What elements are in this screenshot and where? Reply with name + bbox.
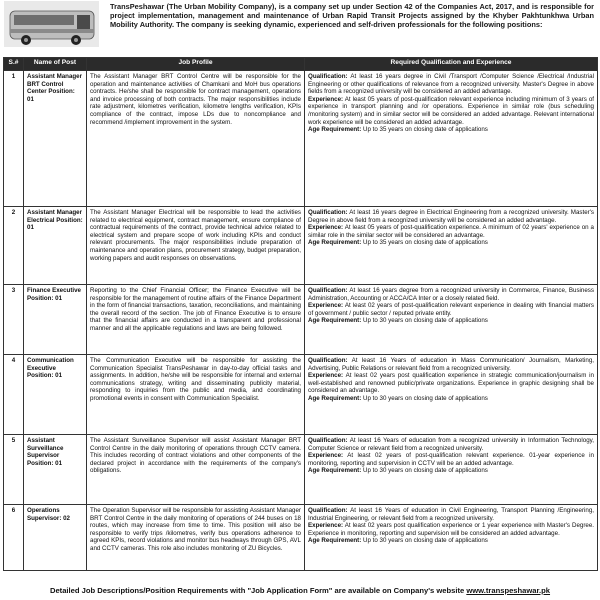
post-name: Assistant Manager Electrical Position: 01	[24, 207, 87, 285]
requirements	[305, 505, 598, 571]
table-row	[4, 207, 598, 285]
age-block	[308, 317, 594, 325]
job-profile: The Assistant Surveillance Supervisor will assist Assistant Manager BRT Control Centre in the daily monitoring of operations through CCTV camera. This includes recording of contract violations and other components of the declared project in accordance with the requirements of the company's obligations.	[87, 435, 305, 505]
qualification-block	[308, 357, 594, 372]
website-link[interactable]: www.transpeshawar.pk	[466, 586, 551, 595]
experience-text: At least 02 years of post-qualification relevant experience. 01-year experience in monitoring, reporting and supervision in CCTV will be an added advantage.	[308, 452, 594, 467]
qualification-block	[308, 73, 594, 96]
experience-block	[308, 522, 594, 537]
age-label: Age Requirement:	[308, 467, 362, 475]
age-text: Up to 35 years on closing date of applications	[363, 126, 488, 134]
job-profile: The Operation Supervisor will be responsible for assisting Assistant Manager BRT Control Centre in the daily monitoring of operations of 244 buses on 18 routes, which may increase from time to time. This position will also be responsible to verify trips /kilometres, verify bus operations adherence to agreed KPIs, record violations and monitor bus headways through GPS, AVL and CCTV cameras. This role also includes monitoring of ZU Bicycles.	[87, 505, 305, 571]
positions-table	[3, 57, 598, 571]
experience-block	[308, 302, 594, 317]
qualification-label: Qualification:	[308, 357, 348, 364]
experience-text: At least 02 years of post-qualification relevant experience in dealing with financial matters of government / public sector / reputed private entity.	[308, 302, 594, 317]
experience-label: Experience:	[308, 452, 344, 460]
experience-block	[308, 372, 594, 395]
age-label: Age Requirement:	[308, 317, 362, 325]
post-name: Assistant Manager BRT Control Center Position: 01	[24, 71, 87, 207]
qualification-label: Qualification:	[308, 507, 348, 514]
qualification-label: Qualification:	[308, 209, 348, 216]
job-profile: Reporting to the Chief Financial Officer; the Finance Executive will be responsible for the management of routine affairs of the Finance Department in the form of financial transactions, taxation, reconciliations, and maintaining the overall record of the section. The job of Finance Executive is to ensure that the financial affairs are conducted in a transparent and professional manner and all the applicable regulations and laws are being followed.	[87, 285, 305, 355]
bus-image	[4, 1, 99, 47]
experience-block	[308, 452, 594, 467]
job-profile: The Assistant Manager BRT Control Centre will be responsible for the operation and maintenance activities of Chamkani and MoH bus operations contracts. He/she shall be responsible for contract management, operations and invoice processing of both contracts. The major responsibilities include rate adjustment, kilometres verification, kilometre lengths verification, KPIs compliance of the contract, impose LDs due to noncompliance and recommend /implement improvement in the system.	[87, 71, 305, 207]
qualification-label: Qualification:	[308, 287, 348, 294]
requirements	[305, 71, 598, 207]
experience-text: At least 02 years post qualification experience in strategic communication/journalism in well-established and renowned public/private organizations. Experience in graphic designing shall be considered an advantage.	[308, 372, 594, 395]
age-block	[308, 239, 594, 247]
qualification-text: At least 16 years degree from a recognized university in Commerce, Finance, Business Administration, Accounting or ACCA/CA Inter or a closely related field.	[308, 287, 594, 302]
intro-text: TransPeshawar (The Urban Mobility Company), is a company set up under Section 42 of the Companies Act, 2017, and is responsible for project implementation, management and maintenance of Urban Rapid Transit Projects assigned by the Khyber Pakhtunkhwa Urban Mobility Authority. The company is seeking dynamic, experienced and self-driven professionals for the following positions:	[110, 2, 594, 30]
requirements	[305, 207, 598, 285]
age-label: Age Requirement:	[308, 239, 362, 247]
age-text: Up to 30 years on closing date of applications	[363, 537, 488, 545]
table-row	[4, 355, 598, 435]
post-name: Finance Executive Position: 01	[24, 285, 87, 355]
age-text: Up to 30 years on closing date of applications	[363, 467, 488, 475]
qualification-text: At least 16 years degree in Electrical Engineering from a recognized university. Master's Degree in above field from a recognized university will be considered an added advantage.	[308, 209, 594, 224]
age-text: Up to 30 years on closing date of applications	[363, 394, 488, 402]
age-text: Up to 35 years on closing date of applications	[363, 239, 488, 247]
experience-block	[308, 224, 594, 239]
table-row	[4, 285, 598, 355]
header-profile: Job Profile	[87, 58, 305, 71]
post-name: Assistant Surveillance Supervisor Position: 01	[24, 435, 87, 505]
row-number: 3	[4, 285, 24, 355]
job-profile: The Assistant Manager Electrical will be responsible to lead the activities related to electrical equipment, contract management, ensure compliance of contractual requirements of the contract, provide technical advice related to electrical system and prepare scope of work including KPIs and conduct relevant procurements. The major responsibilities include preparation of maintenance and operation plans, procurement strategy, budget preparation, working papers and audit responses on observations.	[87, 207, 305, 285]
age-block	[308, 126, 594, 134]
row-number: 1	[4, 71, 24, 207]
requirements	[305, 355, 598, 435]
footer-note	[0, 583, 600, 599]
age-label: Age Requirement:	[308, 537, 362, 545]
experience-label: Experience:	[308, 95, 344, 103]
header-post: Name of Post	[24, 58, 87, 71]
qualification-text: At least 16 Years of education in Mass Communication/ Journalism, Marketing, Advertising, Public Relations or relevant field from a recognized university.	[308, 357, 594, 372]
qualification-label: Qualification:	[308, 73, 348, 80]
age-label: Age Requirement:	[308, 126, 362, 134]
age-label: Age Requirement:	[308, 394, 362, 402]
requirements	[305, 435, 598, 505]
requirements	[305, 285, 598, 355]
experience-label: Experience:	[308, 522, 344, 530]
qualification-text: At least 16 Years of education in Civil Engineering, Transport Planning /Engineering, Industrial Engineering, or relevant field from a recognized university.	[308, 507, 594, 522]
age-text: Up to 30 years on closing date of applications	[363, 317, 488, 325]
job-profile: The Communication Executive will be responsible for assisting the Communication Specialist TransPeshawar in day-to-day official tasks and assignments. In addition, he/she will be responsible for internal and external communications strategy, writing and disseminating publicity material, responding to inquiries from the public and media, and coordinating promotional events in consent with Communication Specialist.	[87, 355, 305, 435]
experience-text: At least 02 years post qualification experience or 1 year experience with Master's Degree. Experience in monitoring, reporting and supervision will be considered an added advantage.	[308, 522, 594, 537]
qualification-text: At least 16 years degree in Civil /Transport /Computer Science /Electrical /Industrial Engineering or other qualifications of relevance from a recognized university. Master's Degree in above fields from a recognized university will be considered an added advantage.	[308, 73, 594, 96]
age-block	[308, 467, 594, 475]
table-header-row	[4, 58, 598, 71]
qualification-block	[308, 507, 594, 522]
qualification-block	[308, 209, 594, 224]
header-requirements: Required Qualification and Experience	[305, 58, 598, 71]
experience-label: Experience:	[308, 224, 344, 232]
experience-text: At least 05 years of post-qualification relevant experience including minimum of 3 years of experience in transport planning and /or operations. Experience in similar role (bus scheduling /monitoring system) and in similar sector will be considered an added advantage. Relevant international work experience will be considered an added advantage.	[308, 95, 594, 126]
qualification-block	[308, 287, 594, 302]
table-row	[4, 71, 598, 207]
post-name: Communication Executive Position: 01	[24, 355, 87, 435]
row-number: 2	[4, 207, 24, 285]
qualification-label: Qualification:	[308, 437, 348, 444]
age-block	[308, 537, 594, 545]
experience-label: Experience:	[308, 372, 344, 380]
row-number: 4	[4, 355, 24, 435]
header	[0, 0, 600, 50]
footer-text: Detailed Job Descriptions/Position Requirements with "Job Application Form" are available on Company's website	[49, 586, 465, 595]
experience-block	[308, 96, 594, 126]
qualification-block	[308, 437, 594, 452]
experience-text: At least 05 years of post-qualification experience. A minimum of 02 years' experience on a similar role in the similar sector will be considered an advantage.	[308, 224, 594, 239]
post-name: Operations Supervisor: 02	[24, 505, 87, 571]
qualification-text: At least 16 Years of education from a recognized university in Information Technology, Computer Science or relevant field from a recognized university.	[308, 437, 594, 452]
table-row	[4, 435, 598, 505]
header-sn: S.#	[4, 58, 24, 71]
age-block	[308, 395, 594, 403]
table-row	[4, 505, 598, 571]
row-number: 6	[4, 505, 24, 571]
row-number: 5	[4, 435, 24, 505]
experience-label: Experience:	[308, 302, 344, 310]
